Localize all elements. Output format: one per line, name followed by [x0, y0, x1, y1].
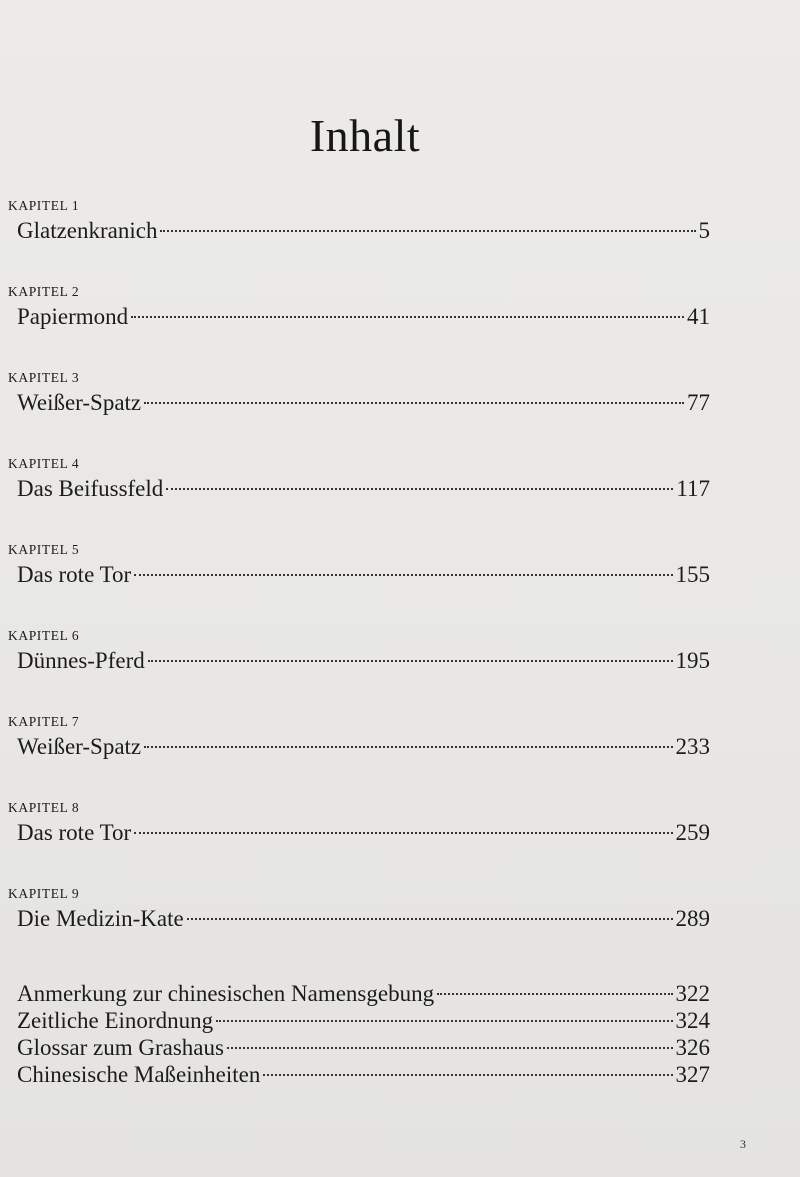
- chapter-entry: [8, 884, 710, 970]
- chapter-page: 155: [675, 562, 710, 587]
- chapter-label: KAPITEL 2: [8, 284, 80, 299]
- appendix-entry: [17, 1061, 710, 1088]
- dot-leader: [187, 918, 673, 920]
- appendix-page: 327: [675, 1062, 710, 1087]
- chapter-entry: [8, 282, 710, 368]
- dot-leader: [134, 574, 672, 576]
- page-title: Inhalt: [309, 109, 421, 161]
- dot-leader: [216, 1020, 672, 1022]
- chapter-title: Die Medizin-Kate: [17, 906, 184, 931]
- dot-leader: [131, 316, 684, 318]
- appendix-title: Glossar zum Grashaus: [17, 1035, 224, 1060]
- toc-line: [17, 818, 710, 848]
- chapter-label: KAPITEL 7: [8, 714, 80, 729]
- dot-leader: [134, 832, 672, 834]
- dot-leader: [227, 1047, 673, 1049]
- chapter-title: Weißer-Spatz: [17, 390, 142, 415]
- toc-line: [17, 474, 710, 504]
- chapter-entry: [8, 368, 710, 454]
- chapter-label: KAPITEL 8: [8, 800, 80, 815]
- chapter-page: 117: [676, 476, 710, 501]
- toc-line: [17, 302, 710, 332]
- chapter-page: 77: [687, 390, 710, 415]
- page-number: 3: [740, 1137, 746, 1151]
- chapter-entry: [8, 626, 710, 712]
- chapter-title: Dünnes-Pferd: [17, 648, 145, 673]
- chapter-entry: [8, 540, 710, 626]
- chapter-entry: [8, 454, 710, 540]
- chapter-label: KAPITEL 5: [8, 542, 80, 557]
- chapter-title: Das rote Tor: [17, 562, 132, 587]
- chapter-label: KAPITEL 1: [8, 198, 80, 213]
- chapter-page: 41: [687, 304, 710, 329]
- appendix-page: 322: [675, 981, 710, 1006]
- chapter-label: KAPITEL 9: [8, 886, 80, 901]
- chapter-entry: [8, 798, 710, 884]
- dot-leader: [166, 488, 673, 490]
- dot-leader: [144, 402, 684, 404]
- appendix-page: 326: [675, 1035, 710, 1060]
- dot-leader: [148, 660, 673, 662]
- chapter-label: KAPITEL 6: [8, 628, 80, 643]
- toc-line: [17, 732, 710, 762]
- chapter-page: 259: [675, 820, 710, 845]
- dot-leader: [160, 230, 695, 232]
- appendix-entry: [17, 1034, 710, 1061]
- appendix-page: 324: [675, 1008, 710, 1033]
- appendix-title: Chinesische Maßeinheiten: [17, 1062, 261, 1087]
- toc-line: [17, 560, 710, 590]
- chapter-entry: [8, 196, 710, 282]
- chapter-title: Papiermond: [17, 304, 129, 329]
- chapter-title: Glatzenkranich: [17, 218, 158, 243]
- chapter-title: Das rote Tor: [17, 820, 132, 845]
- chapter-page: 195: [675, 648, 710, 673]
- chapter-page: 289: [675, 906, 710, 931]
- chapter-entry: [8, 712, 710, 798]
- chapter-title: Das Beifussfeld: [17, 476, 164, 501]
- appendix-list: [14, 980, 710, 1088]
- toc-line: [17, 388, 710, 418]
- dot-leader: [437, 993, 672, 995]
- dot-leader: [263, 1074, 672, 1076]
- toc-line: [17, 904, 710, 934]
- appendix-title: Zeitliche Einordnung: [17, 1008, 214, 1033]
- chapter-title: Weißer-Spatz: [17, 734, 142, 759]
- appendix-entry: [17, 1007, 710, 1034]
- chapter-page: 233: [675, 734, 710, 759]
- chapter-label: KAPITEL 3: [8, 370, 80, 385]
- appendix-entry: [17, 980, 710, 1007]
- table-of-contents: [8, 196, 710, 1088]
- chapter-label: KAPITEL 4: [8, 456, 80, 471]
- appendix-title: Anmerkung zur chinesischen Namensgebung: [17, 981, 435, 1006]
- chapter-page: 5: [698, 218, 710, 243]
- toc-line: [17, 646, 710, 676]
- toc-line: [17, 216, 710, 246]
- dot-leader: [144, 746, 672, 748]
